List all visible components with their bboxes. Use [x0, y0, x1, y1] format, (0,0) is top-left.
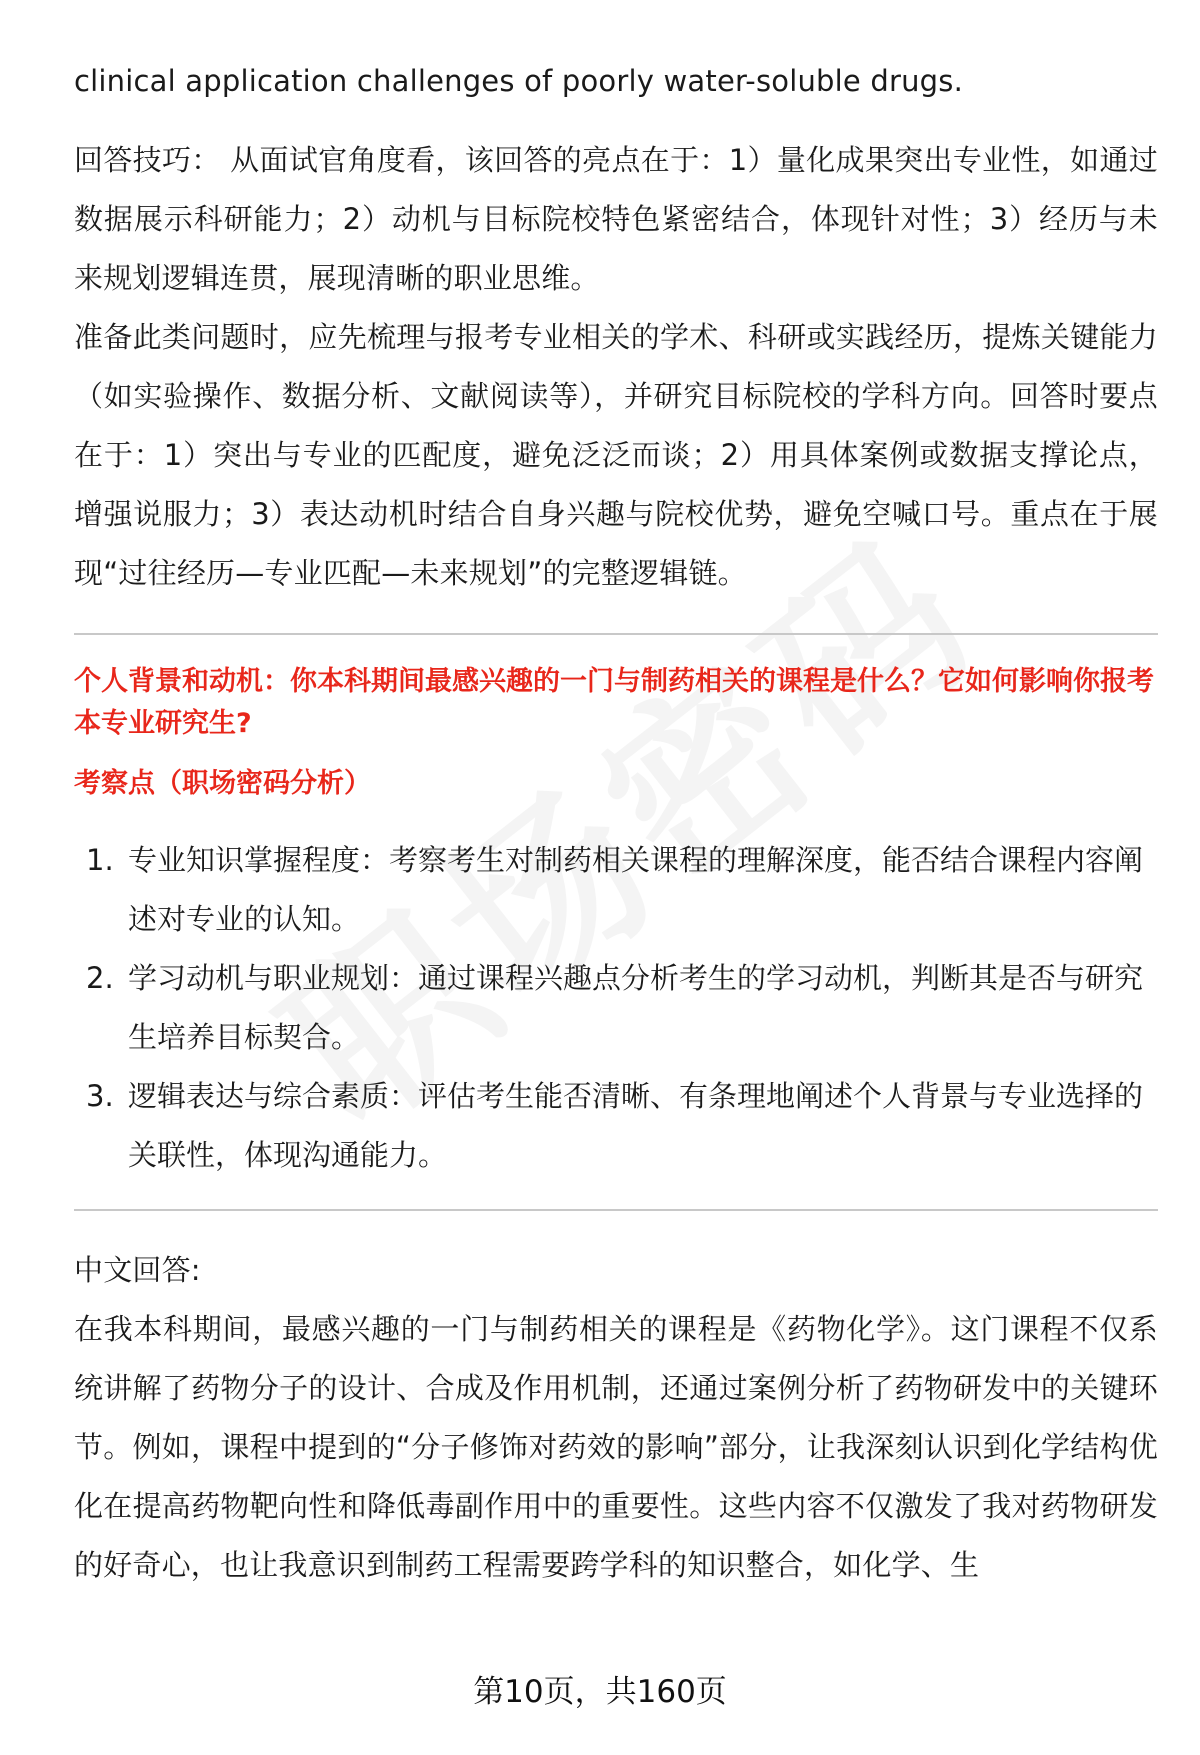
list-item-text: 学习动机与职业规划：通过课程兴趣点分析考生的学习动机，判断其是否与研究生培养目标契合。 — [128, 961, 1144, 1054]
list-item — [74, 949, 1158, 1067]
assessment-points-title: 考察点（职场密码分析） — [74, 768, 371, 799]
list-item — [74, 831, 1158, 949]
answer-label: 中文回答: — [74, 1253, 201, 1287]
section-divider — [74, 633, 1158, 635]
page-content — [74, 52, 1158, 1595]
continuation-paragraph: clinical application challenges of poorly water-soluble drugs. — [74, 64, 963, 98]
tips-paragraph: 回答技巧： 从面试官角度看，该回答的亮点在于：1）量化成果突出专业性，如通过数据展示科研能力；2）动机与目标院校特色紧密结合，体现针对性；3）经历与未来规划逻辑连贯，展现清晰的职业思维。 — [74, 143, 1158, 295]
list-item-number: 2. — [86, 961, 114, 995]
page-number: 第10页，共160页 — [473, 1674, 727, 1710]
assessment-points-list — [74, 831, 1158, 1185]
list-item-text: 专业知识掌握程度：考察考生对制药相关课程的理解深度，能否结合课程内容阐述对专业的认知。 — [128, 843, 1144, 936]
section-divider — [74, 1209, 1158, 1211]
question-title: 个人背景和动机：你本科期间最感兴趣的一门与制药相关的课程是什么？它如何影响你报考本专业研究生? — [74, 666, 1154, 739]
list-item — [74, 1067, 1158, 1185]
prep-paragraph: 准备此类问题时，应先梳理与报考专业相关的学术、科研或实践经历，提炼关键能力（如实验操作、数据分析、文献阅读等），并研究目标院校的学科方向。回答时要点在于：1）突出与专业的匹配度，避免泛泛而谈；2）用具体案例或数据支撑论点，增强说服力；3）表达动机时结合自身兴趣与院校优势，避免空喊口号。重点在于展现“过往经历—专业匹配—未来规划”的完整逻辑链。 — [74, 320, 1158, 590]
list-item-number: 1. — [86, 843, 114, 877]
list-item-text: 逻辑表达与综合素质：评估考生能否清晰、有条理地阐述个人背景与专业选择的关联性，体现沟通能力。 — [128, 1079, 1144, 1172]
list-item-number: 3. — [86, 1079, 114, 1113]
answer-paragraph: 在我本科期间，最感兴趣的一门与制药相关的课程是《药物化学》。这门课程不仅系统讲解了药物分子的设计、合成及作用机制，还通过案例分析了药物研发中的关键环节。例如，课程中提到的“分子修饰对药效的影响”部分，让我深刻认识到化学结构优化在提高药物靶向性和降低毒副作用中的重要性。这些内容不仅激发了我对药物研发的好奇心，也让我意识到制药工程需要跨学科的知识整合，如化学、生 — [74, 1312, 1158, 1582]
